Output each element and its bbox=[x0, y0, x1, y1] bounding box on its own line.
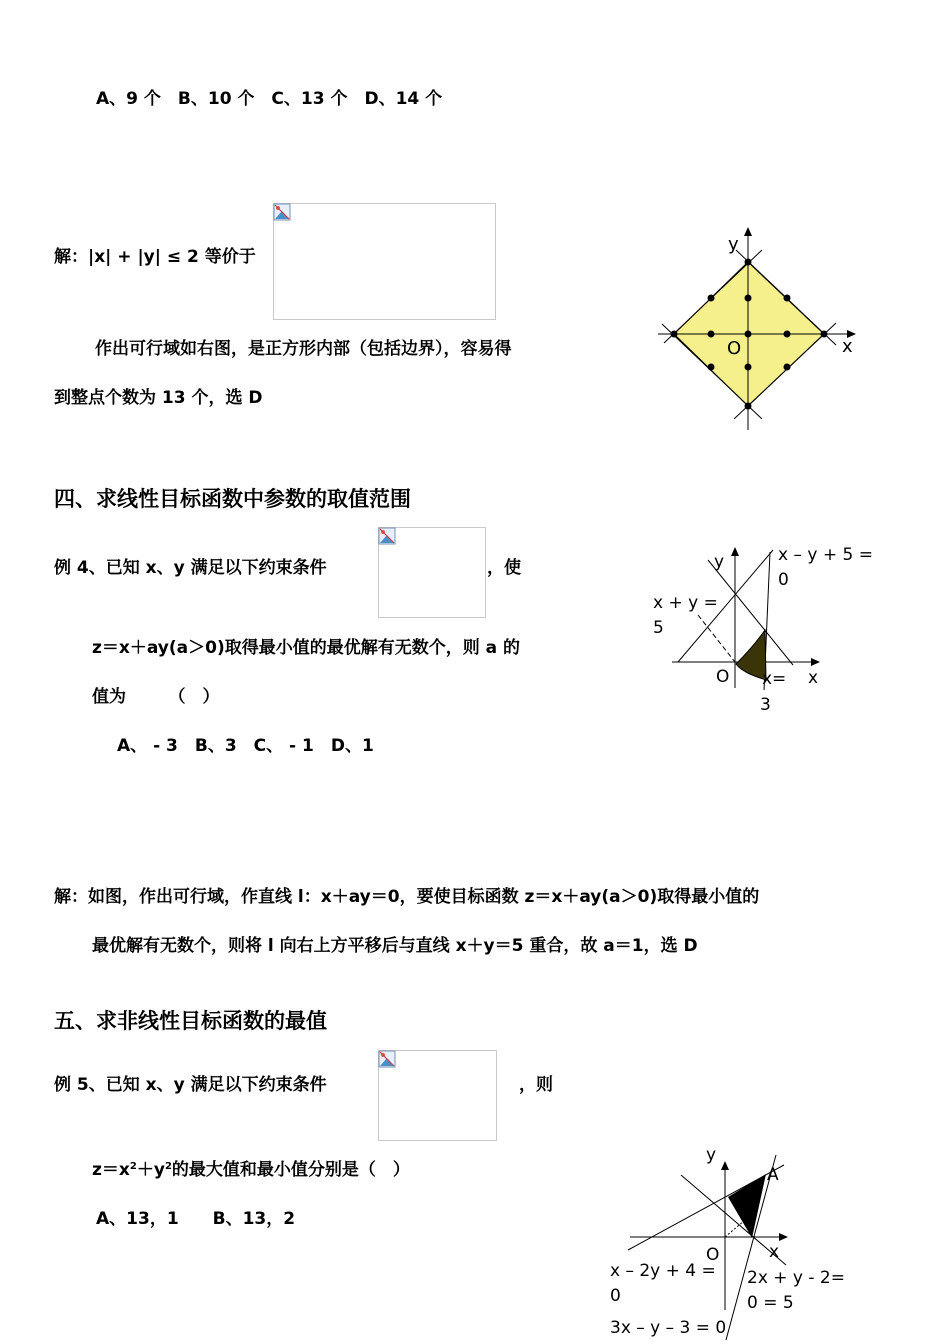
sol4-line2: 最优解有无数个，则将 l 向右上方平移后与直线 x＋y＝5 重合，故 a＝1，选 D bbox=[92, 936, 698, 956]
x-axis-label: x bbox=[808, 668, 819, 688]
formula-image-placeholder bbox=[378, 1050, 497, 1141]
lattice-point bbox=[708, 364, 715, 371]
sol3-line2: 作出可行域如右图，是正方形内部（包括边界），容易得 bbox=[95, 339, 512, 359]
lattice-point bbox=[745, 403, 752, 410]
figure-square-region bbox=[650, 222, 865, 437]
ex5-question: $z=x^2+y^2$的最大值和最小值分别是（ ） bbox=[92, 1160, 410, 1180]
y-axis-arrow bbox=[731, 547, 739, 556]
lattice-point bbox=[784, 295, 791, 302]
sol3-line3: 到整点个数为 13 个，选 D bbox=[54, 388, 263, 408]
lattice-point bbox=[745, 259, 752, 266]
x-axis-arrow bbox=[811, 658, 820, 666]
sol3-line1: 解：|x| + |y| ≤ 2 等价于 bbox=[54, 247, 256, 267]
lattice-point bbox=[745, 331, 752, 338]
lattice-point bbox=[745, 295, 752, 302]
section4-heading: 四、求线性目标函数中参数的取值范围 bbox=[54, 487, 411, 511]
y-axis-label: y bbox=[706, 1145, 717, 1165]
ex5-stem-suffix: ，则 bbox=[519, 1075, 553, 1095]
x-axis-arrow bbox=[779, 1233, 788, 1241]
figure-ex4-region bbox=[648, 540, 888, 720]
ex4-line3: 值为 （ ） bbox=[92, 687, 220, 707]
y-axis-label: y bbox=[714, 552, 725, 572]
line-label-3: 3x – y – 3 = 0 bbox=[610, 1318, 727, 1338]
sol4-line1: 解：如图，作出可行域，作直线 l：x＋ay＝0，要使目标函数 z＝x＋ay(a＞0)取得最小值的 bbox=[54, 887, 760, 907]
formula-image-placeholder bbox=[273, 203, 496, 320]
lattice-point bbox=[821, 331, 828, 338]
line-label-2b: 5 bbox=[653, 618, 664, 638]
x-axis-label: x bbox=[769, 1242, 780, 1262]
ex5-stem: 例 5、已知 x、y 满足以下约束条件 bbox=[54, 1075, 327, 1095]
origin-label: O bbox=[727, 338, 742, 359]
broken-image-icon bbox=[378, 1050, 396, 1068]
figure-ex5-region bbox=[606, 1140, 866, 1344]
ex4-options: A、 - 3 B、3 C、 - 1 D、1 bbox=[117, 736, 374, 756]
section5-heading: 五、求非线性目标函数的最值 bbox=[54, 1009, 327, 1033]
lattice-point bbox=[784, 331, 791, 338]
lattice-point bbox=[671, 331, 678, 338]
lattice-point bbox=[708, 295, 715, 302]
lattice-point bbox=[745, 364, 752, 371]
lattice-point bbox=[708, 331, 715, 338]
ex4-line2: z＝x＋ay(a＞0)取得最小值的最优解有无数个，则 a 的 bbox=[92, 638, 521, 658]
ex5-options: A、13，1 B、13，2 bbox=[96, 1209, 296, 1229]
x-axis-label: x bbox=[842, 336, 853, 357]
ex4-stem-suffix: ，使 bbox=[487, 558, 521, 578]
origin-label: O bbox=[716, 667, 730, 687]
line-label-1b: 0 bbox=[610, 1286, 621, 1306]
y-axis-arrow bbox=[744, 227, 752, 236]
formula-image-placeholder bbox=[378, 527, 486, 618]
line-label-2a: x + y = bbox=[653, 593, 718, 613]
lattice-point bbox=[784, 364, 791, 371]
ex4-stem: 例 4、已知 x、y 满足以下约束条件 bbox=[54, 558, 327, 578]
line-label-1b: 0 bbox=[778, 570, 789, 590]
line-label-2b: 0 = 5 bbox=[747, 1293, 794, 1313]
line-label-3a: x= bbox=[762, 669, 787, 689]
broken-image-icon bbox=[378, 527, 396, 545]
y-axis-arrow bbox=[721, 1161, 729, 1170]
line-label-1a: x – y + 5 = bbox=[778, 545, 873, 565]
line-label-3b: 3 bbox=[760, 695, 771, 715]
objective-line bbox=[698, 615, 735, 662]
origin-label: O bbox=[706, 1245, 720, 1265]
feasible-region bbox=[728, 1174, 766, 1238]
broken-image-icon bbox=[273, 203, 291, 221]
point-a-label: A bbox=[767, 1165, 779, 1185]
line-label-1a: x – 2y + 4 = bbox=[610, 1261, 716, 1281]
line-label-2a: 2x + y - 2= bbox=[747, 1268, 845, 1288]
q3-options: A、9 个 B、10 个 C、13 个 D、14 个 bbox=[96, 89, 443, 109]
y-axis-label: y bbox=[728, 234, 739, 255]
